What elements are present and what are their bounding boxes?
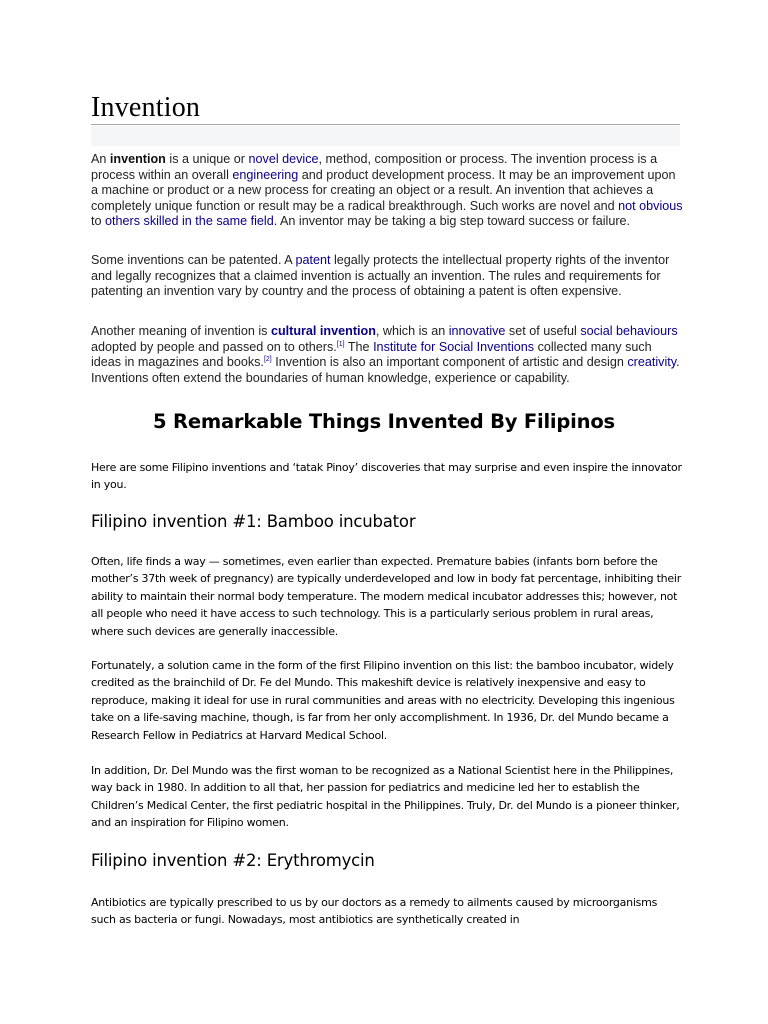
text-run: legally protects the intellectual property rights of the inventor and legally recognizes that a claimed invention is actually an invention. The rules and requirements for patenting an invention vary by country and the process of obtaining a patent is often expensive. <box>91 253 670 299</box>
link-engineering[interactable]: engineering <box>232 167 299 182</box>
article-title: 5 Remarkable Things Invented By Filipinos <box>153 410 615 433</box>
text-run: . Inventions often extend the boundaries of human knowledge, experience or capability. <box>91 355 680 385</box>
section-1-paragraph-3: In addition, Dr. Del Mundo was the first woman to be recognized as a National Scientist here in the Philippines, way back in 1980. In addition to all that, her passion for pediatrics and medicine led her to establish the Children’s Medical Center, the first pediatric hospital in the Philippines. Truly, Dr. del Mundo is a pioneer thinker, and an inspiration for Filipino women. <box>91 764 680 830</box>
reference-2[interactable]: [2] <box>263 356 272 364</box>
text-run: , method, composition or process. The invention process is a process within an overall <box>91 152 658 182</box>
text-run: is a unique or <box>165 152 249 166</box>
text-run: and product development process. It may be an improvement upon a machine or product or a new process for creating an object or a result. An invention that achieves a completely unique function or result may be a radical breakthrough. Such works are novel and <box>91 167 676 213</box>
section-2-paragraph-1: Antibiotics are typically prescribed to us by our doctors as a remedy to ailments caused by microorganisms such as bacteria or fungi. Nowadays, most antibiotics are synthetically created in <box>91 896 658 927</box>
link-not-obvious[interactable]: not obvious <box>618 198 683 213</box>
wiki-paragraph-3 <box>91 324 683 386</box>
title-divider <box>91 124 680 125</box>
section-2-heading: Filipino invention #2: Erythromycin <box>91 851 375 870</box>
text-run: to <box>91 214 106 229</box>
wiki-title: Invention <box>91 92 201 123</box>
text-run: set of useful <box>505 324 581 338</box>
link-creativity[interactable]: creativity <box>627 355 677 370</box>
title-band <box>91 126 680 146</box>
text-run: An <box>91 152 110 166</box>
section-1-heading: Filipino invention #1: Bamboo incubator <box>91 512 416 531</box>
wiki-paragraph-2 <box>91 253 683 300</box>
link-innovative[interactable]: innovative <box>448 324 506 338</box>
text-run: Invention is also an important component of artistic and design <box>271 355 628 370</box>
wiki-paragraph-1 <box>91 152 683 230</box>
bold-term-invention: invention <box>109 152 166 166</box>
text-run: The <box>344 339 374 354</box>
text-run: Another meaning of invention is <box>91 324 271 338</box>
text-run: adopted by people and passed on to others. <box>91 339 337 354</box>
text-run: . An inventor may be taking a big step toward success or failure. <box>273 214 631 229</box>
text-run: collected many such ideas in magazines and books. <box>91 339 652 370</box>
text-run: Some inventions can be patented. A <box>91 253 296 267</box>
section-1-paragraph-1: Often, life finds a way — sometimes, even earlier than expected. Premature babies (infants born before the mother’s 37th week of pregnancy) are typically underdeveloped and low in body fat percentage, inhibiting their ability to maintain their normal body temperature. The modern medical incubator addresses this; however, not all people who need it have access to such technology. This is a particularly serious problem in rural areas, where such devices are generally inaccessible. <box>91 555 681 638</box>
link-social-behaviours[interactable]: social behaviours <box>580 324 678 338</box>
link-institute-social-inventions[interactable]: Institute for Social Inventions <box>373 339 535 354</box>
link-patent[interactable]: patent <box>295 253 331 267</box>
section-1-paragraph-2: Fortunately, a solution came in the form of the first Filipino invention on this list: the bamboo incubator, widely credited as the brainchild of Dr. Fe del Mundo. This makeshift device is relatively inexpensive and easy to reproduce, making it ideal for use in rural communities and areas with no electricity. Developing this ingenious take on a life-saving machine, though, is far from her only accomplishment. In 1936, Dr. del Mundo became a Research Fellow in Pediatrics at Harvard Medical School. <box>91 659 675 742</box>
article-intro: Here are some Filipino inventions and ‘tatak Pinoy’ discoveries that may surprise and even inspire the innovator in you. <box>91 461 682 492</box>
reference-1[interactable]: [1] <box>336 340 345 348</box>
link-cultural-invention[interactable]: cultural invention <box>270 324 376 338</box>
link-novel-device[interactable]: novel device <box>248 152 319 166</box>
link-others-skilled[interactable]: others skilled in the same field <box>105 214 274 229</box>
text-run: , which is an <box>375 324 449 338</box>
